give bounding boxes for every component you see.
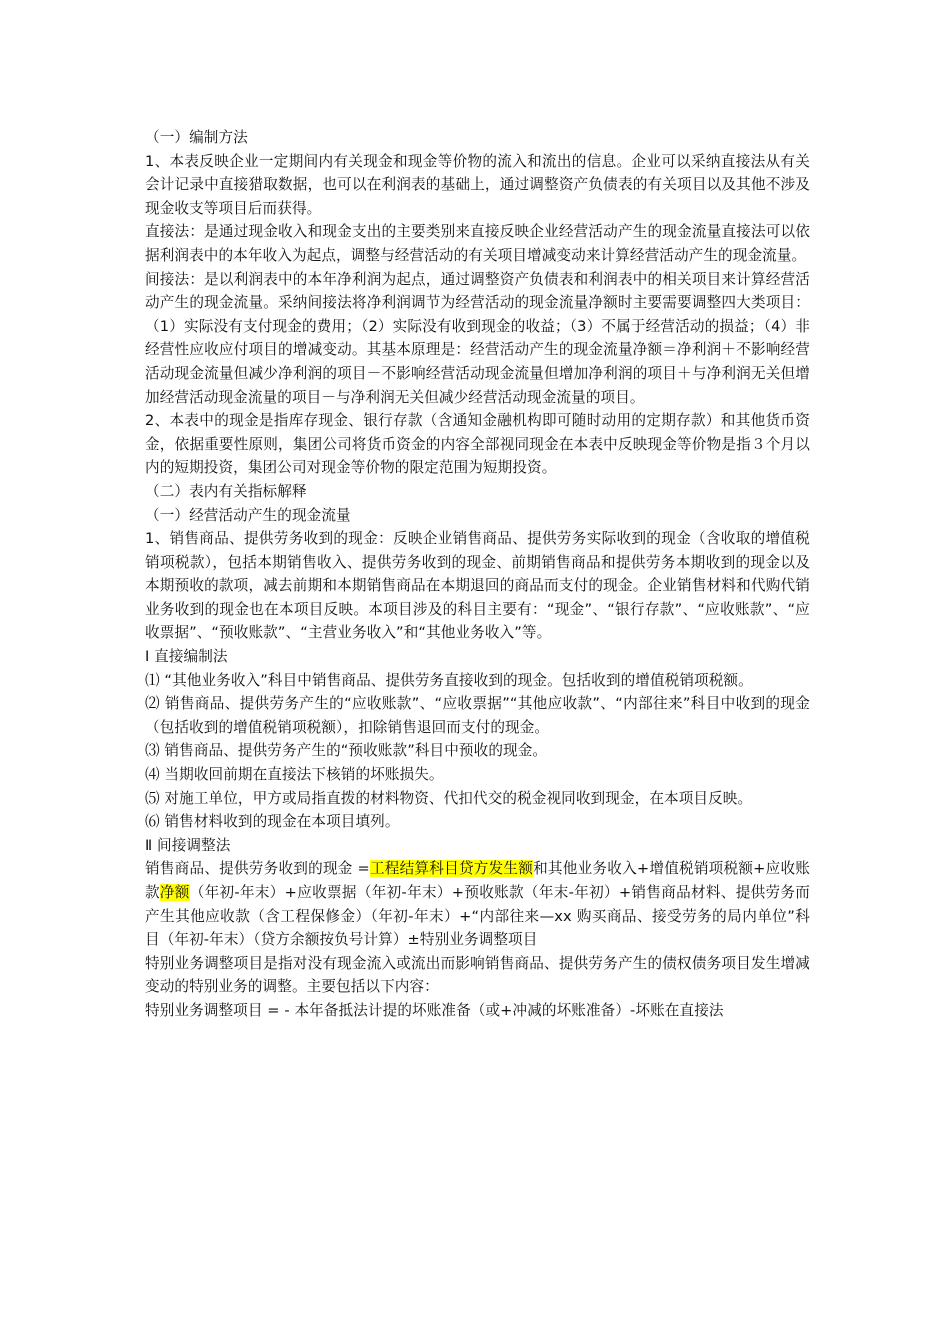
paragraph-special-formula: 特别业务调整项目 = - 本年备抵法计提的坏账准备（或+冲减的坏账准备）-坏账在直接法 bbox=[145, 1001, 724, 1019]
list-item-3: ⑶ 销售商品、提供劳务产生的“预收账款”科目中预收的现金。 bbox=[145, 742, 548, 760]
highlight-engineering-settlement: 工程结算科目贷方发生额 bbox=[369, 860, 534, 878]
heading-direct-compilation: Ⅰ 直接编制法 bbox=[145, 648, 228, 666]
list-item-5: ⑸ 对施工单位，甲方或局指直拨的材料物资、代扣代交的税金视同收到现金，在本项目反映。 bbox=[145, 789, 753, 807]
formula-lead: 销售商品、提供劳务收到的现金 = bbox=[145, 860, 370, 878]
paragraph-formula bbox=[145, 857, 810, 951]
paragraph-2: 2、本表中的现金是指库存现金、银行存款（含通知金融机构即可随时动用的定期存款）和其他货币资金，依据重要性原则，集团公司将货币资金的内容全部视同现金在本表中反映现金等价物是指３个月以内的短期投资，集团公司对现金等价物的限定范围为短期投资。 bbox=[145, 412, 810, 477]
list-item-4: ⑷ 当期收回前期在直接法下核销的坏账损失。 bbox=[145, 766, 444, 784]
list-item-2: ⑵ 销售商品、提供劳务产生的“应收账款”、“应收票据”“其他应收款”、“内部往来”科目中收到的现金（包括收到的增值税销项税额），扣除销售退回而支付的现金。 bbox=[145, 695, 810, 736]
heading-compilation-method: （一）编制方法 bbox=[145, 129, 248, 146]
list-item-6: ⑹ 销售材料收到的现金在本项目填列。 bbox=[145, 813, 400, 831]
formula-part-2: 和其他业务收入+增值税销项税额+应收账款 bbox=[145, 860, 810, 901]
paragraph-sales-cash: 1、销售商品、提供劳务收到的现金：反映企业销售商品、提供劳务实际收到的现金（含收取的增值税销项税款），包括本期销售收入、提供劳务收到的现金、前期销售商品和提供劳务本期收到的现金以及本期预收的款项，减去前期和本期销售商品在本期退回的商品而支付的现金。企业销售材料和代购代销业务收到的现金也在本项目反映。本项目涉及的科目主要有：“现金”、“银行存款”、“应收账款”、“应收票据”、“预收账款”、“主营业务收入”和“其他业务收入”等。 bbox=[145, 530, 810, 642]
list-item-1: ⑴ “其他业务收入”科目中销售商品、提供劳务直接收到的现金。包括收到的增值税销项税额。 bbox=[145, 671, 753, 689]
highlight-net-amount: 净额 bbox=[159, 884, 190, 901]
heading-operating-cash-flow: （一）经营活动产生的现金流量 bbox=[145, 506, 351, 524]
paragraph-indirect-method: 间接法：是以利润表中的本年净利润为起点，通过调整资产负债表和利润表中的相关项目来计算经营活动产生的现金流量。采纳间接法将净利润调节为经营活动的现金流量净额时主要需要调整四大类项目：（1）实际没有支付现金的费用；（2）实际没有收到现金的收益；（3）不属于经营活动的损益；（4）非经营性应收应付项目的增减变动。其基本原理是：经营活动产生的现金流量净额＝净利润＋不影响经营活动现金流量但减少净利润的项目－不影响经营活动现金流量但增加净利润的项目＋与净利润无关但增加经营活动现金流量的项目－与净利润无关但减少经营活动现金流量的项目。 bbox=[145, 270, 810, 406]
formula-part-3: （年初-年末）+应收票据（年初-年末）+预收账款（年末-年初）+销售商品材料、提供劳务而产生其他应收款（含工程保修金）（年初-年末）+“内部往来—xx 购买商品、接受劳务的局内单位”科目（年初-年末）（贷方余额按负号计算）±特别业务调整项目 bbox=[145, 884, 811, 949]
heading-indirect-adjustment: Ⅱ 间接调整法 bbox=[145, 836, 231, 854]
document-body bbox=[145, 126, 810, 1023]
paragraph-direct-method: 直接法：是通过现金收入和现金支出的主要类别来直接反映企业经营活动产生的现金流量直接法可以依据利润表中的本年收入为起点，调整与经营活动的有关项目增减变动来计算经营活动产生的现金流量。 bbox=[145, 223, 810, 264]
paragraph-special-items: 特别业务调整项目是指对没有现金流入或流出而影响销售商品、提供劳务产生的债权债务项目发生增减变动的特别业务的调整。主要包括以下内容： bbox=[145, 954, 810, 996]
paragraph-1: 1、本表反映企业一定期间内有关现金和现金等价物的流入和流出的信息。企业可以采纳直接法从有关会计记录中直接猎取数据，也可以在利润表的基础上，通过调整资产负债表的有关项目以及其他不涉及现金收支等项目后而获得。 bbox=[145, 152, 810, 217]
heading-indicator-explanation: （二）表内有关指标解释 bbox=[145, 482, 307, 500]
